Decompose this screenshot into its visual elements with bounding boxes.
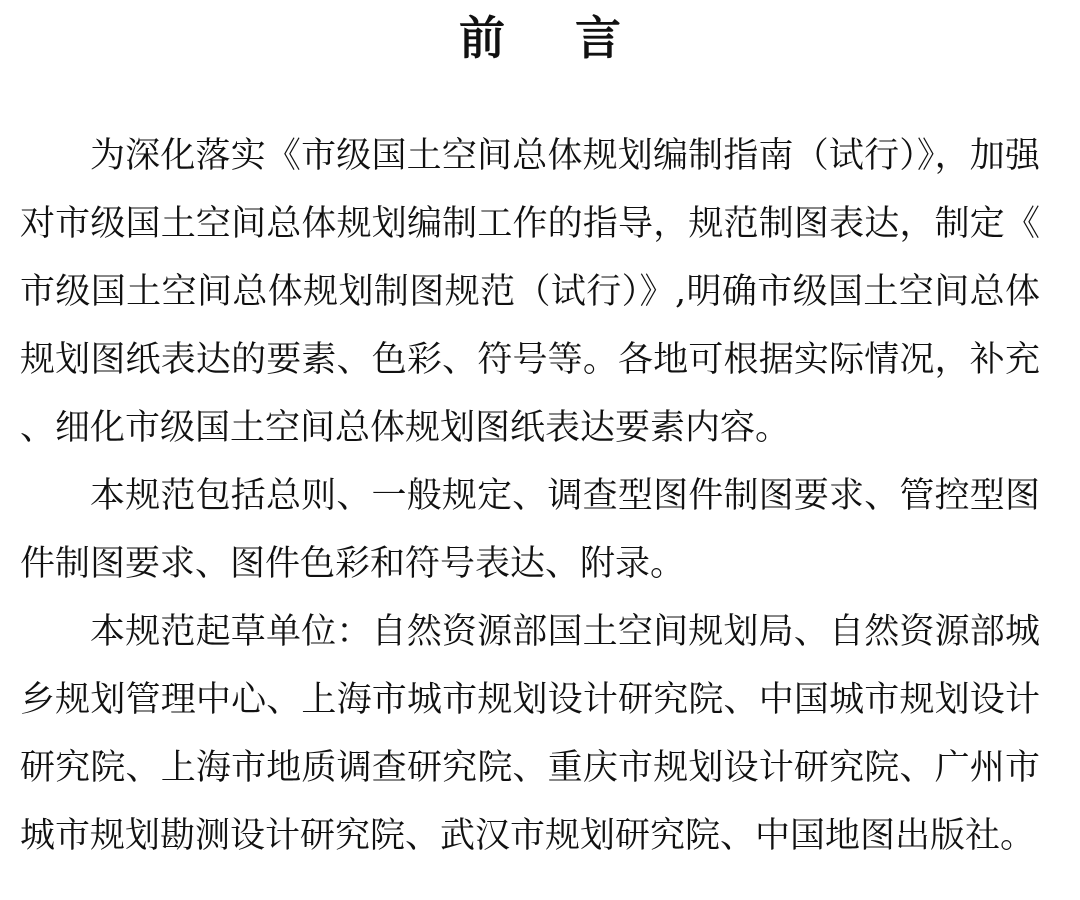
- document-body: [20, 122, 1040, 870]
- document-title: 前言: [459, 11, 691, 65]
- paragraph-purpose: 为深化落实《市级国土空间总体规划编制指南（试行）》，加强对市级国土空间总体规划编制工作的指导，规范制图表达，制定《市级国土空间总体规划制图规范（试行）》,明确市级国土空间总体规划图纸表达的要素、色彩、符号等。各地可根据实际情况，补充、细化市级国土空间总体规划图纸表达要素内容。: [20, 136, 1040, 448]
- paragraph-drafting-units: 本规范起草单位：自然资源部国土空间规划局、自然资源部城乡规划管理中心、上海市城市规划设计研究院、中国城市规划设计研究院、上海市地质调查研究院、重庆市规划设计研究院、广州市城市规划勘测设计研究院、武汉市规划研究院、中国地图出版社。: [20, 612, 1040, 856]
- paragraph-contents: 本规范包括总则、一般规定、调查型图件制图要求、管控型图件制图要求、图件色彩和符号表达、附录。: [20, 476, 1040, 584]
